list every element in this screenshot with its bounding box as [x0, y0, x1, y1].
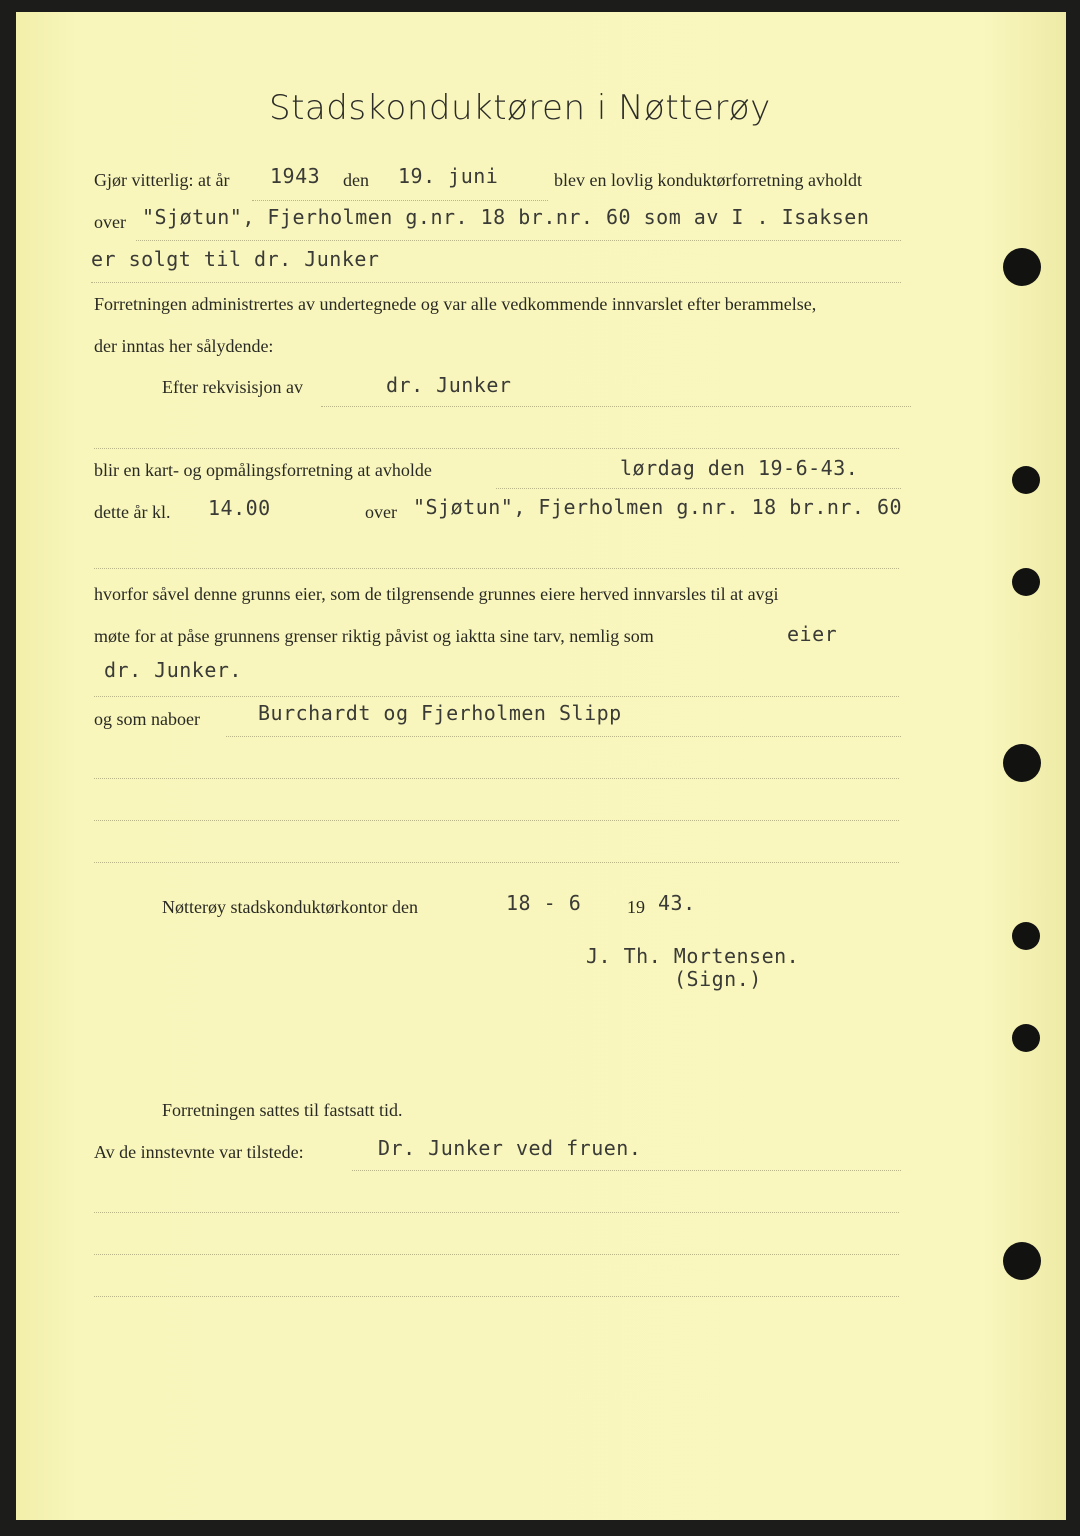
blank-dotted-rule-8 [94, 1296, 899, 1297]
closing-line1: Forretningen sattes til fastsatt tid. [162, 1100, 403, 1120]
closing-present-label: Av de innstevnte var tilstede: [94, 1142, 304, 1162]
office-label: Nøtterøy stadskonduktørkontor den [162, 897, 418, 917]
line1-den: den [343, 170, 369, 190]
closing-present-value: Dr. Junker ved fruen. [378, 1136, 642, 1160]
owner-dotted-rule [94, 696, 899, 697]
signature-note: (Sign.) [674, 967, 762, 991]
line1-prefix: Gjør vitterlig: at år [94, 170, 230, 190]
punch-hole [1012, 922, 1040, 950]
blank-dotted-rule-3 [94, 778, 899, 779]
line3-value: er solgt til dr. Junker [91, 247, 380, 271]
blank-dotted-rule-1 [94, 448, 899, 449]
meeting-dotted-rule [496, 488, 901, 489]
blank-dotted-rule-6 [94, 1212, 899, 1213]
meeting-over-label: over [365, 502, 397, 522]
document-page [16, 12, 1066, 1520]
blank-dotted-rule-5 [94, 862, 899, 863]
neighbours-dotted-rule [226, 736, 901, 737]
requisition-value: dr. Junker [386, 373, 512, 397]
punch-hole [1012, 568, 1040, 596]
line2-prefix: over [94, 212, 126, 232]
line3-dotted-rule [91, 282, 901, 283]
line1-year: 1943 [270, 164, 321, 188]
document-title: Stadskonduktøren i Nøtterøy [269, 88, 771, 128]
line1-dotted-rule [252, 200, 548, 201]
neighbours-label: og som naboer [94, 709, 200, 729]
para2-owner-value: dr. Junker. [104, 658, 242, 682]
para2-line1: hvorfor såvel denne grunns eier, som de tilgrensende grunnes eiere herved innvarsles til at avgi [94, 584, 779, 604]
present-dotted-rule [352, 1170, 901, 1171]
line2-value: "Sjøtun", Fjerholmen g.nr. 18 br.nr. 60 som av I . Isaksen [142, 205, 870, 229]
punch-hole [1003, 1242, 1041, 1280]
meeting-day-value: lørdag den 19-6-43. [620, 456, 859, 480]
requisition-label: Efter rekvisisjon av [162, 377, 303, 397]
neighbours-value: Burchardt og Fjerholmen Slipp [258, 701, 622, 725]
meeting-time-value: 14.00 [208, 496, 271, 520]
blank-dotted-rule-2 [94, 568, 899, 569]
para2-owner-label: eier [787, 622, 838, 646]
line1-suffix: blev en lovlig konduktørforretning avholdt [554, 170, 862, 190]
meeting-over-value: "Sjøtun", Fjerholmen g.nr. 18 br.nr. 60 [413, 495, 903, 519]
para1-line1: Forretningen administrertes av undertegnede og var alle vedkommende innvarslet efter berammelse, [94, 294, 817, 314]
signature-name: J. Th. Mortensen. [586, 944, 800, 968]
para2-line2: møte for at påse grunnens grenser riktig påvist og iaktta sine tarv, nemlig som [94, 626, 654, 646]
requisition-dotted-rule [321, 406, 911, 407]
punch-hole [1003, 248, 1041, 286]
line2-dotted-rule [136, 240, 901, 241]
punch-hole [1003, 744, 1041, 782]
blank-dotted-rule-4 [94, 820, 899, 821]
office-year-suffix: 43. [658, 891, 696, 915]
para1-line2: der inntas her sålydende: [94, 336, 274, 356]
blank-dotted-rule-7 [94, 1254, 899, 1255]
punch-hole [1012, 466, 1040, 494]
punch-hole [1012, 1024, 1040, 1052]
office-date: 18 - 6 [506, 891, 582, 915]
office-year-prefix: 19 [627, 897, 645, 917]
line1-date: 19. juni [398, 164, 499, 188]
meeting-time-label: dette år kl. [94, 502, 171, 522]
meeting-label: blir en kart- og opmålingsforretning at avholde [94, 460, 432, 480]
